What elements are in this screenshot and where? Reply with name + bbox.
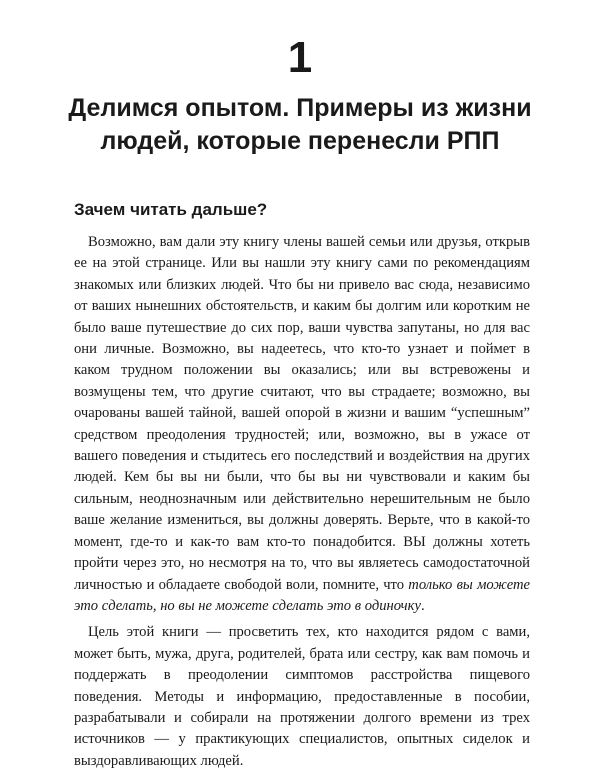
paragraph-1-text: Возможно, вам дали эту книгу члены вашей семьи или друзья, открыв ее на этой странице. Или вы нашли эту книгу сами по рекомендациям знакомых или близких людей. Что бы ни привело вас сюда, независимо от ваших нынешних обстоятельств, и каким бы долгим или коротким не было ваше путешествие до сих пор, ваши чувства запутаны, но для вас они личные. Возможно, вы надеетесь, что кто-то узнает и поймет в каком трудном положении вы оказались; или вы встревожены и возмущены тем, что другие считают, что вы страдаете; возможно, вы очарованы вашей тайной, вашей опорой в жизни и вашим “успешным” средством преодоления трудностей; или, возможно, вы в ужасе от вашего поведения и стыдитесь его последствий и воздействия на других людей. Кем бы вы ни были, что бы вы ни чувствовали и каким бы сильным, неоднозначным или действительно нерешительным не было ваше желание измениться, вы должны доверять. Верьте, что в какой-то момент, где-то и как-то вам кто-то понадобится. ВЫ должны хотеть пройти через это, но несмотря на то, что вы являетесь самодостаточной личностью и обладаете свободой воли, помните, что xyxy=(74,234,530,593)
paragraph-1-italic-text: только вы можете это сделать, но вы не можете сделать это в одиночку xyxy=(74,576,530,614)
paragraph-1 xyxy=(74,232,530,617)
section-heading: Зачем читать дальше? xyxy=(74,200,268,219)
body-text xyxy=(74,232,530,772)
chapter-number: 1 xyxy=(287,33,313,82)
paragraph-2-text: Цель этой книги — просветить тех, кто находится рядом с вами, может быть, мужа, друга, родителей, брата или сестру, как вам помочь и поддержать в преодолении симптомов расстройства пищевого поведения. Методы и информацию, предоставленные в пособии, разрабатывали и собирали на протяжении долгого времени из трех источников — у практикующих специалистов, опытных сиделок и выздоравливающих людей. xyxy=(74,624,530,769)
paragraph-1-end: . xyxy=(420,597,425,614)
chapter-title: Делимся опытом. Примеры из жизни людей, которые перенесли РПП xyxy=(68,94,532,155)
